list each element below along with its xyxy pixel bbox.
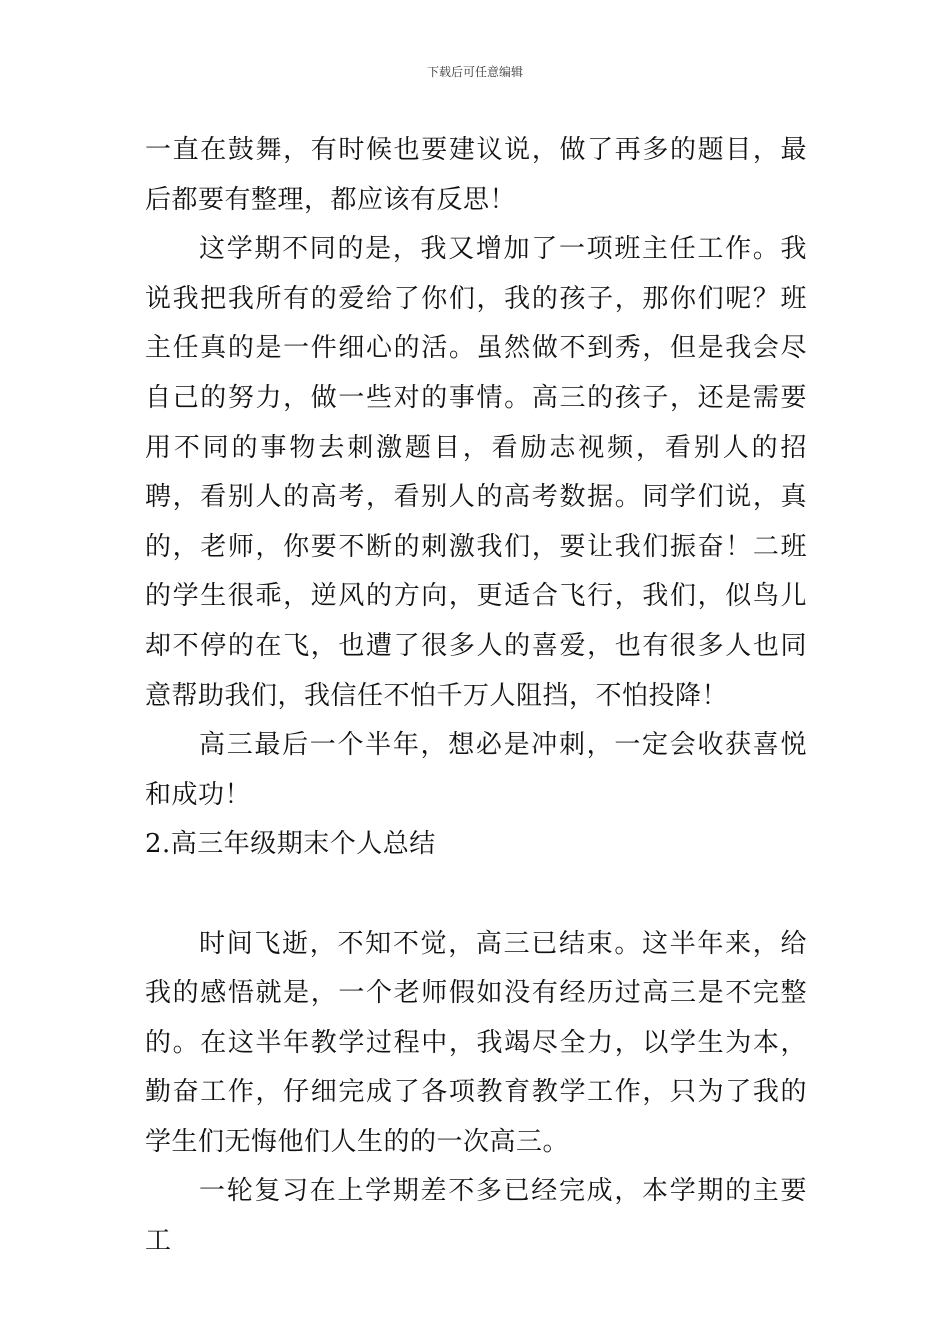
page-header-note: 下载后可任意编辑 (426, 65, 523, 79)
section-heading: 2.高三年级期末个人总结 (145, 829, 436, 860)
paragraph-first-review: 一轮复习在上学期差不多已经完成，本学期的主要工 (145, 1176, 807, 1257)
paragraph-time-flies: 时间飞逝，不知不觉，高三已结束。这半年来，给我的感悟就是，一个老师假如没有经历过高三是不完整的。在这半年教学过程中，我竭尽全力，以学生为本，勤奋工作，仔细完成了各项教育教学工作，只为了我的学生们无悔他们人生的的一次高三。 (145, 928, 807, 1157)
paragraph-continuation: 一直在鼓舞，有时候也要建议说，做了再多的题目，最后都要有整理，都应该有反思！ (145, 135, 807, 215)
document-body (145, 126, 807, 1267)
blank-line (145, 870, 807, 920)
paragraph-class-teacher: 这学期不同的是，我又增加了一项班主任工作。我说我把我所有的爱给了你们，我的孩子，那你们呢？班主任真的是一件细心的活。虽然做不到秀，但是我会尽自己的努力，做一些对的事情。高三的孩子，还是需要用不同的事物去刺激题目，看励志视频，看别人的招聘，看别人的高考，看别人的高考数据。同学们说，真的，老师，你要不断的刺激我们，要让我们振奋！二班的学生很乖，逆风的方向，更适合飞行，我们，似鸟儿却不停的在飞，也遭了很多人的喜爱，也有很多人也同意帮助我们，我信任不怕千万人阻挡，不怕投降！ (145, 234, 807, 711)
paragraph-final-semester: 高三最后一个半年，想必是冲刺，一定会收获喜悦和成功！ (145, 730, 807, 810)
